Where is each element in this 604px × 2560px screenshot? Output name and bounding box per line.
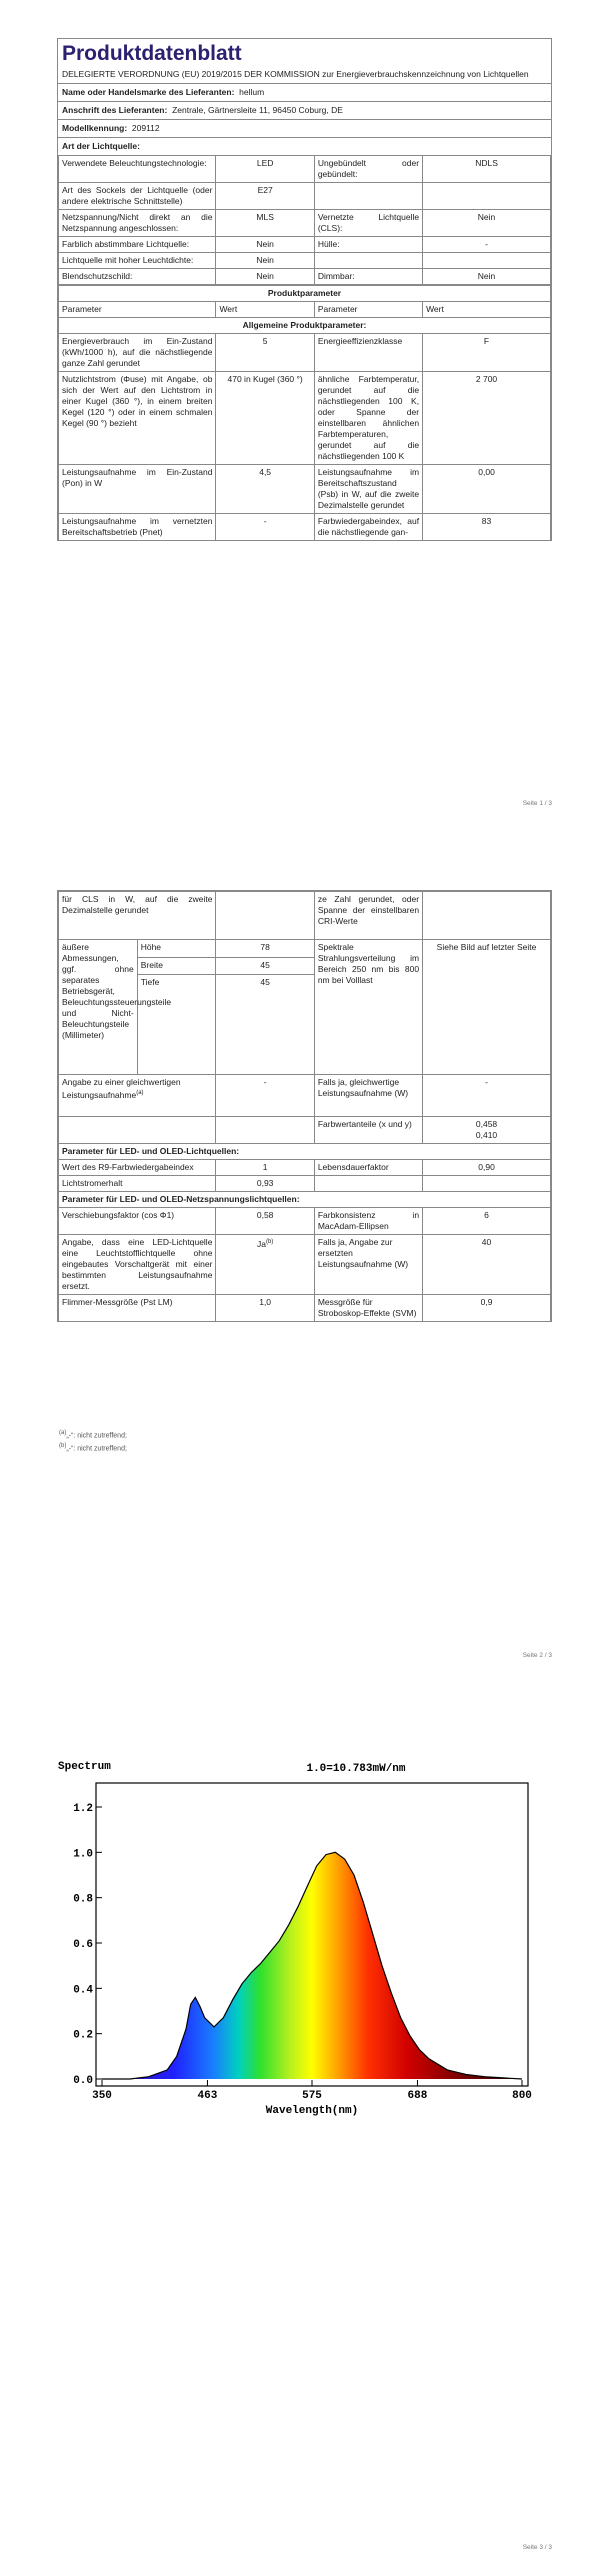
page-title: Produktdatenblatt xyxy=(62,42,242,65)
x-tick-label: 800 xyxy=(512,2090,532,2102)
general-param-label: Leistungsaufnahme im Bereitschaftszustand (Psb) in W, auf die zweite Dezimalstelle gerundet xyxy=(314,465,422,514)
table-row xyxy=(59,269,551,285)
type-param-label xyxy=(314,253,422,269)
type-param-label: Vernetzte Lichtquelle (CLS): xyxy=(314,210,422,237)
y-tick-label: 0.8 xyxy=(73,1893,93,1906)
type-param-value: Nein xyxy=(216,237,314,253)
y-tick-label: 0.4 xyxy=(73,1984,93,1997)
y-tick-label: 0.6 xyxy=(73,1939,93,1951)
type-param-label xyxy=(314,183,422,210)
type-param-value: Nein xyxy=(216,269,314,285)
cls-power-cont: für CLS in W, auf die zweite Dezimalstelle gerundet xyxy=(59,892,216,940)
page-number: Seite 3 / 3 xyxy=(522,2544,552,2551)
flicker-label: Flimmer-Messgröße (Pst LM) xyxy=(59,1295,216,1322)
col-header-param: Parameter xyxy=(314,302,422,318)
type-param-value xyxy=(423,183,551,210)
page-number: Seite 1 / 3 xyxy=(522,800,552,807)
footnote-a-mark: (a) xyxy=(59,1430,67,1436)
table-row xyxy=(59,156,551,183)
col-header-param: Parameter xyxy=(59,302,216,318)
type-heading: Art der Lichtquelle: xyxy=(58,137,551,155)
general-param-value: 4,5 xyxy=(216,465,314,514)
replaced-power-value: 40 xyxy=(423,1235,551,1295)
power-factor-label: Verschiebungsfaktor (cos Φ1) xyxy=(59,1208,216,1235)
address-value: Zentrale, Gärtnersleite 11, 96450 Coburg, DE xyxy=(172,105,343,115)
chart-title: 1.0=10.783mW/nm xyxy=(306,1763,406,1775)
col-header-value: Wert xyxy=(423,302,551,318)
model-label: Modellkennung: xyxy=(62,123,128,133)
x-tick-label: 575 xyxy=(302,2090,322,2102)
power-factor-value: 0,58 xyxy=(216,1208,314,1235)
page-number: Seite 2 / 3 xyxy=(522,1652,552,1659)
replacement-value xyxy=(216,1235,314,1295)
col-header-value: Wert xyxy=(216,302,314,318)
footnote-b xyxy=(59,1441,127,1454)
spectral-value: Siehe Bild auf letzter Seite xyxy=(423,940,551,1075)
footnotes xyxy=(57,1425,127,1455)
page-1 xyxy=(0,0,604,820)
type-param-value xyxy=(423,253,551,269)
supplier-row xyxy=(58,83,551,101)
mls-params-title: Parameter für LED- und OLED-Netzspannungslichtquellen: xyxy=(59,1192,551,1208)
flicker-value: 1,0 xyxy=(216,1295,314,1322)
y-tick-label: 0.2 xyxy=(73,2029,93,2042)
footnote-b-text: „-“: nicht zutreffend; xyxy=(66,1445,127,1453)
chroma-label: Farbwertanteile (x und y) xyxy=(314,1117,422,1144)
table-row xyxy=(59,514,551,541)
equiv-power-label xyxy=(59,1075,216,1117)
dim-height-value: 78 xyxy=(216,940,314,958)
general-param-value: F xyxy=(423,334,551,372)
general-params-title: Allgemeine Produktparameter: xyxy=(59,318,551,334)
type-param-label: Netzspannung/Nicht direkt an die Netzspannung angeschlossen: xyxy=(59,210,216,237)
macadam-label: Farbkonsistenz in MacAdam-Ellipsen xyxy=(314,1208,422,1235)
footnote-mark-b: (b) xyxy=(265,1239,274,1245)
type-param-label: Verwendete Beleuchtungstechnologie: xyxy=(59,156,216,183)
empty-cell xyxy=(59,1117,216,1144)
cri-cont: ze Zahl gerundet, oder Spanne der einstellbaren CRI-Werte xyxy=(314,892,422,940)
r9-label: Wert des R9-Farbwiedergabeindex xyxy=(59,1160,216,1176)
table-row xyxy=(59,237,551,253)
general-param-label: Energieeffizienzklasse xyxy=(314,334,422,372)
table-row xyxy=(59,210,551,237)
table-row xyxy=(59,253,551,269)
params-continued-table xyxy=(58,891,551,1322)
footnote-mark-a: (a) xyxy=(136,1090,144,1096)
type-param-value: Nein xyxy=(216,253,314,269)
type-param-label: Hülle: xyxy=(314,237,422,253)
page-3 xyxy=(0,1740,604,2560)
lumen-maintenance-label: Lichtstromerhalt xyxy=(59,1176,216,1192)
page-2 xyxy=(0,880,604,1680)
type-param-label: Dimmbar: xyxy=(314,269,422,285)
type-param-label: Farblich abstimmbare Lichtquelle: xyxy=(59,237,216,253)
dim-depth-label: Tiefe xyxy=(137,975,216,1075)
dim-depth-value: 45 xyxy=(216,975,314,1075)
equiv-power-value: - xyxy=(216,1075,314,1117)
y-tick-label: 1.2 xyxy=(73,1803,93,1815)
general-param-label: Farbwiedergabeindex, auf die nächstliegende gan- xyxy=(314,514,422,541)
replacement-label: Angabe, dass eine LED-Lichtquelle eine Leuchtstofflichtquelle ohne eingebautes Vorschaltgerät mit einer bestimmten Leistungsaufnahme ersetzt. xyxy=(59,1235,216,1295)
type-param-value: LED xyxy=(216,156,314,183)
supplier-value: hellum xyxy=(239,87,265,97)
spectrum-chart xyxy=(56,1757,552,2119)
y-tick-label: 1.0 xyxy=(73,1848,93,1861)
address-row xyxy=(58,101,551,119)
address-label: Anschrift des Lieferanten: xyxy=(62,105,168,115)
type-param-value: E27 xyxy=(216,183,314,210)
x-tick-label: 463 xyxy=(197,2090,218,2102)
footnote-a-text: „-“: nicht zutreffend; xyxy=(66,1432,127,1440)
dimensions-label: äußere Abmessungen, ggf. ohne separates Betriebsgerät, Beleuchtungssteuerungsteile und Nicht-Beleuchtungsteile (Millimeter) xyxy=(59,940,138,1075)
general-param-value: 2 700 xyxy=(423,372,551,465)
general-param-label: Nutzlichtstrom (Φuse) mit Angabe, ob sich der Wert auf den Lichtstrom in einer Kugel (360 °), in einem breiten Kegel (120 °) oder in einem schmalen Kegel (90 °) bezieht xyxy=(59,372,216,465)
replacement-answer: Ja xyxy=(256,1238,266,1249)
x-tick-label: 350 xyxy=(92,2090,112,2102)
empty-cell xyxy=(216,892,314,940)
y-tick-label: 0.0 xyxy=(73,2075,93,2087)
datasheet-table-continued xyxy=(57,890,552,1322)
empty-cell xyxy=(314,1176,422,1192)
footnote-a xyxy=(59,1428,127,1441)
model-value: 209112 xyxy=(131,123,160,133)
r9-value: 1 xyxy=(216,1160,314,1176)
general-param-value: 470 in Kugel (360 °) xyxy=(216,372,314,465)
replaced-power-label: Falls ja, Angabe zur ersetzten Leistungsaufnahme (W) xyxy=(314,1235,422,1295)
general-param-value: 5 xyxy=(216,334,314,372)
dim-width-value: 45 xyxy=(216,957,314,975)
empty-cell xyxy=(423,1176,551,1192)
table-row xyxy=(59,334,551,372)
led-params-title: Parameter für LED- und OLED-Lichtquellen: xyxy=(59,1144,551,1160)
type-param-value: - xyxy=(423,237,551,253)
supplier-label: Name oder Handelsmarke des Lieferanten: xyxy=(62,87,235,97)
dim-height-label: Höhe xyxy=(137,940,216,958)
empty-cell xyxy=(423,892,551,940)
type-param-label: Blendschutzschild: xyxy=(59,269,216,285)
spectral-label: Spektrale Strahlungsverteilung im Bereich 250 nm bis 800 nm bei Volllast xyxy=(314,940,422,1075)
x-tick-label: 688 xyxy=(407,2090,428,2102)
table-row xyxy=(59,465,551,514)
general-param-label: Leistungsaufnahme im vernetzten Bereitschaftsbetrieb (Pnet) xyxy=(59,514,216,541)
table-row xyxy=(59,183,551,210)
general-param-label: Leistungsaufnahme im Ein-Zustand (Pon) in W xyxy=(59,465,216,514)
life-factor-value: 0,90 xyxy=(423,1160,551,1176)
empty-cell xyxy=(216,1117,314,1144)
chroma-y: 0,410 xyxy=(475,1130,498,1140)
general-param-value: - xyxy=(216,514,314,541)
type-table xyxy=(58,155,551,285)
stroboscopic-label: Messgröße für Stroboskop-Effekte (SVM) xyxy=(314,1295,422,1322)
chroma-value xyxy=(423,1117,551,1144)
lumen-maintenance-value: 0,93 xyxy=(216,1176,314,1192)
type-param-value: NDLS xyxy=(423,156,551,183)
type-param-value: Nein xyxy=(423,210,551,237)
general-param-value: 0,00 xyxy=(423,465,551,514)
type-param-label: Art des Sockels der Lichtquelle (oder andere elektrische Schnittstelle) xyxy=(59,183,216,210)
chart-ylabel: Spectrum xyxy=(58,1761,111,1773)
dim-width-label: Breite xyxy=(137,957,216,975)
chroma-x: 0,458 xyxy=(475,1119,498,1129)
macadam-value: 6 xyxy=(423,1208,551,1235)
regulation-text: DELEGIERTE VERORDNUNG (EU) 2019/2015 DER KOMMISSION zur Energieverbrauchskennzeichnung von Lichtquellen xyxy=(62,69,529,79)
stroboscopic-value: 0,9 xyxy=(423,1295,551,1322)
chart-xlabel: Wavelength(nm) xyxy=(265,2105,359,2117)
params-section-title: Produktparameter xyxy=(59,286,551,302)
datasheet-table xyxy=(57,38,552,541)
life-factor-label: Lebensdauerfaktor xyxy=(314,1160,422,1176)
type-param-value: Nein xyxy=(423,269,551,285)
equiv-watt-label: Falls ja, gleichwertige Leistungsaufnahme (W) xyxy=(314,1075,422,1117)
table-row xyxy=(59,372,551,465)
general-param-label: ähnliche Farbtemperatur, gerundet auf die nächstliegenden 100 K, oder Spanne der einstellbaren ähnlichen Farbtemperaturen, gerundet auf die nächstliegenden 100 K xyxy=(314,372,422,465)
product-params-table xyxy=(58,285,551,541)
type-param-value: MLS xyxy=(216,210,314,237)
equiv-watt-value: - xyxy=(423,1075,551,1117)
model-row xyxy=(58,119,551,137)
equiv-power-text: Angabe zu einer gleichwertigen Leistungsaufnahme xyxy=(62,1077,181,1100)
general-param-value: 83 xyxy=(423,514,551,541)
type-param-label: Lichtquelle mit hoher Leuchtdichte: xyxy=(59,253,216,269)
type-param-label: Ungebündelt oder gebündelt: xyxy=(314,156,422,183)
general-param-label: Energieverbrauch im Ein-Zustand (kWh/1000 h), auf die nächstliegende ganze Zahl gerundet xyxy=(59,334,216,372)
footnote-b-mark: (b) xyxy=(59,1443,67,1450)
